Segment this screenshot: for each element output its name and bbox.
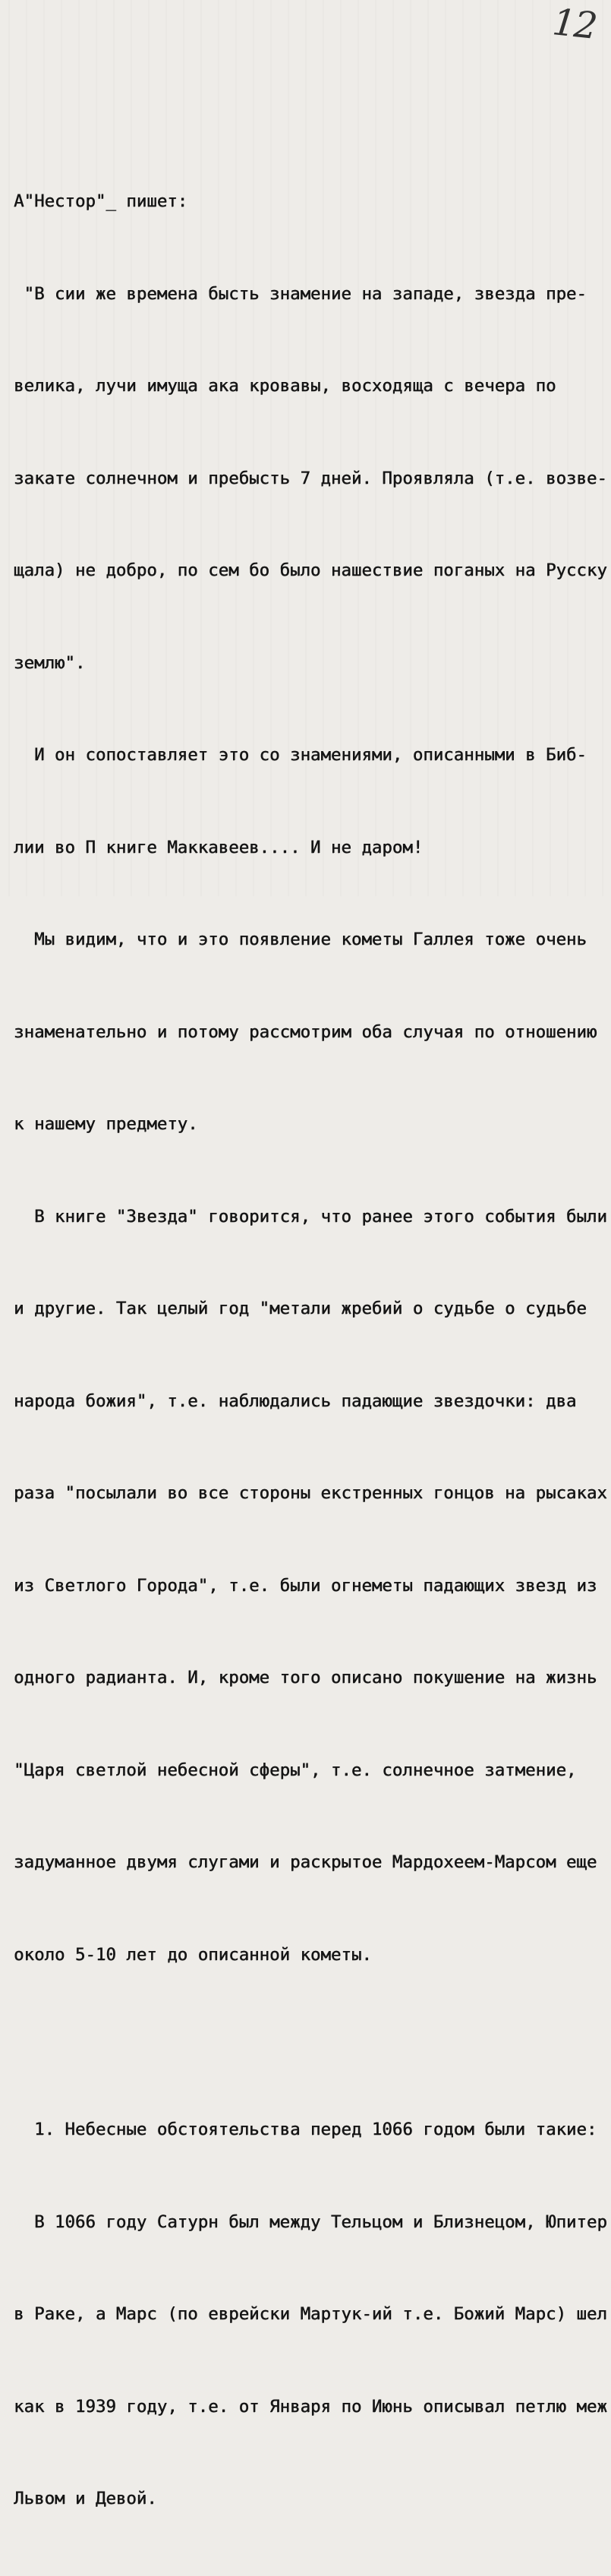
text-line: землю". [14, 652, 86, 673]
text-line: велика, лучи имуща ака кровавы, восходяща с вечера по [14, 376, 556, 396]
text-line: народа божия", т.е. наблюдались падающие звездочки: два [14, 1391, 577, 1411]
text-line: А"Нестор"_ пишет: [14, 191, 188, 211]
document-body [14, 125, 609, 2576]
text-line: и другие. Так целый год "метали жребий о судьбе о судьбе [14, 1299, 587, 1318]
text-line: около 5-10 лет до описанной кометы. [14, 1944, 372, 1965]
text-line: щала) не добро, по сем бо было нашествие поганых на Русску [14, 560, 607, 580]
text-line: лии во П книге Маккавеев.... И не даром! [14, 837, 424, 857]
text-line: закате солнечном и пребысть 7 дней. Проявляла (т.е. возве- [14, 468, 607, 488]
text-line: к нашему предмету. [14, 1114, 198, 1134]
page-number: 12 [550, 1, 598, 48]
text-line: одного радианта. И, кроме того описано покушение на жизнь [14, 1668, 597, 1687]
text-line: Мы видим, что и это появление кометы Галлея тоже очень [14, 930, 587, 949]
text-line: задуманное двумя слугами и раскрытое Мардохеем-Марсом еще [14, 1852, 597, 1872]
text-line: В 1066 году Сатурн был между Тельцом и Близнецом, Юпитер [14, 2211, 607, 2232]
text-line: Львом и Девой. [14, 2489, 157, 2508]
text-line: В книге "Звезда" говорится, что ранее этого события были [14, 1206, 607, 1226]
text-line: из Светлого Города", т.е. были огнеметы падающих звезд из [14, 1575, 597, 1596]
text-line: в Раке, а Марс (по еврейски Мартук-ий т.е. Божий Марс) шел [14, 2304, 607, 2324]
text-line: "В сии же времена бысть знамение на западе, звезда пре- [14, 283, 587, 304]
text-line: знаменательно и потому рассмотрим оба случая по отношению [14, 1021, 597, 1042]
text-line: раза "посылали во все стороны екстренных гонцов на рысаках [14, 1483, 607, 1503]
text-line: 1. Небесные обстоятельства перед 1066 годом были такие: [14, 2120, 597, 2139]
text-line: И он сопоставляет это со знамениями, описанными в Биб- [14, 745, 587, 765]
text-line: как в 1939 году, т.е. от Января по Июнь описывал петлю меж [14, 2396, 607, 2417]
paragraph-gap [14, 2031, 609, 2053]
text-line: "Царя светлой небесной сферы", т.е. солнечное затмение, [14, 1760, 577, 1780]
